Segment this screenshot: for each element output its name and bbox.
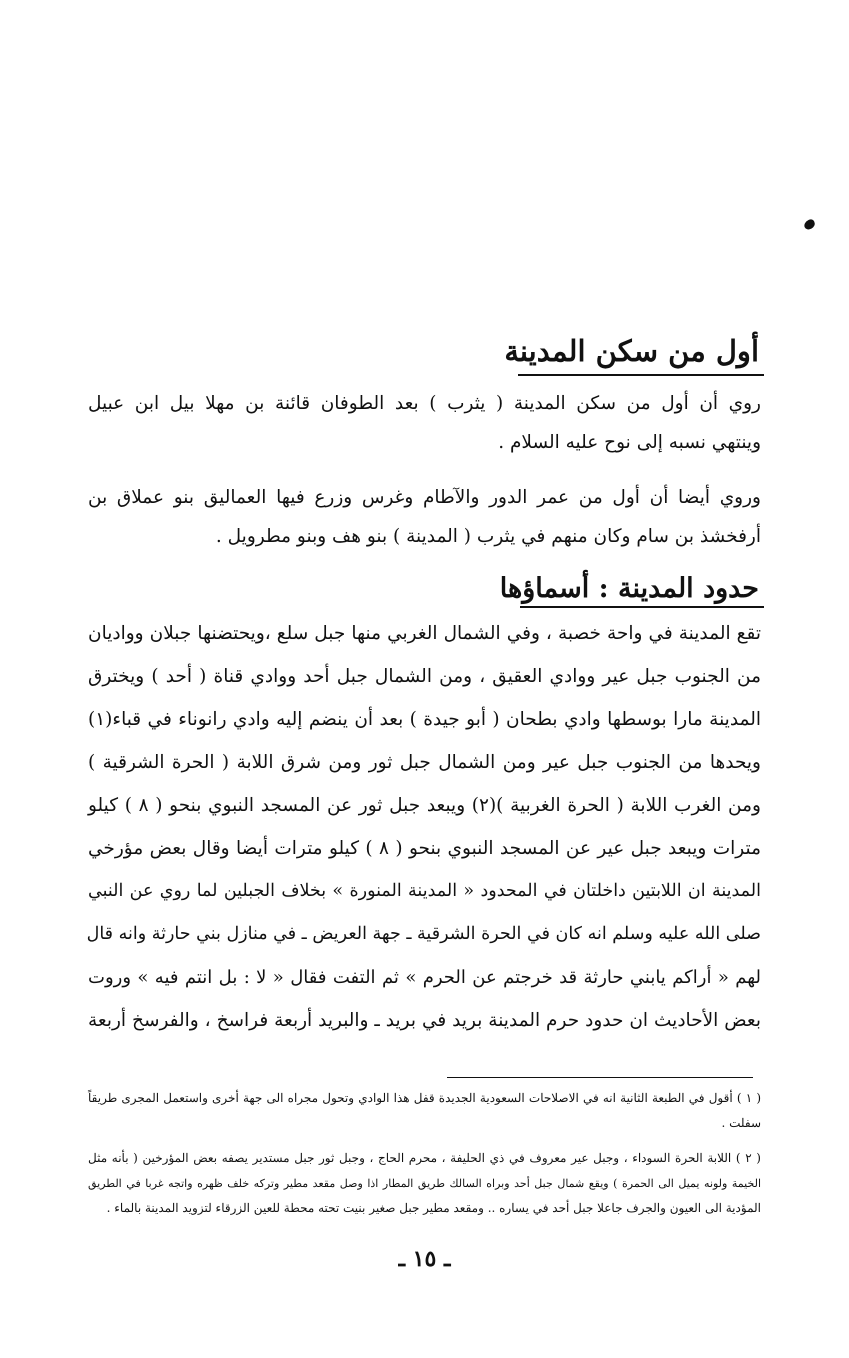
footnote-line: المؤدية الى العيون والجرف جاعلا جبل أحد في يساره .. ومقعد مطير جبل صغير بنيت تحته محطة للعين الزرقاء لتزويد المدينة بالماء . — [106, 1201, 761, 1215]
text-line: روي أن أول من سكن المدينة ( يثرب ) بعد الطوفان قائنة بن مهلا بيل ابن عبيل — [88, 393, 761, 414]
paragraph-borders — [88, 612, 761, 1042]
ink-blot — [803, 218, 817, 231]
text-line: أرفخشذ بن سام وكان منهم في يثرب ( المدينة ) بنو هف وبنو مطرويل . — [215, 526, 761, 547]
section-title-borders: حدود المدينة : أسماؤها — [499, 573, 759, 604]
text-line: ويحدها من الجنوب جبل عير ومن الشمال جبل ثور ومن شرق اللابة ( الحرة الشرقية ) — [88, 752, 761, 773]
section-title-underline — [520, 606, 764, 608]
page-number: ـ ١٥ ـ — [398, 1246, 451, 1272]
paragraph-first-inhabitants — [88, 384, 761, 462]
text-line: وينتهي نسبه إلى نوح عليه السلام . — [498, 432, 761, 453]
text-line: المدينة ان اللابتين داخلتان في المحدود « المدينة المنورة » بخلاف الجبلين لما روي عن النبي — [88, 881, 761, 901]
footnote-line: الخيمة ولونه يميل الى الحمرة ) ويقع شمال جبل أحد وبراه السالك طريق المطار اذا وصل مقعد مطير وتركه خلف ظهره واتجه غربا في الطريق — [88, 1177, 761, 1190]
footnote-line: سفلت . — [721, 1116, 761, 1130]
footnote-1 — [88, 1086, 761, 1136]
text-line: مترات ويبعد جبل عير عن المسجد النبوي بنحو ( ٨ ) كيلو مترات أيضا وقال بعض مؤرخي — [88, 838, 761, 859]
footnote-line: ( ١ ) أقول في الطبعة الثانية انه في الاصلاحات السعودية الجديدة قفل هذا الوادي وتحول مجراه الى جهة أخرى واستعمل المجرى طريقاً — [88, 1091, 762, 1105]
paragraph-amalekites — [88, 478, 761, 556]
footnote-separator — [447, 1077, 753, 1078]
text-line: المدينة مارا بوسطها وادي بطحان ( أبو جيدة ) بعد أن ينضم إليه وادي رانوناء في قباء(١) — [88, 709, 761, 730]
text-line: ومن الغرب اللابة ( الحرة الغربية )(٢) ويبعد جبل ثور عن المسجد النبوي بنحو ( ٨ ) كيلو — [88, 795, 761, 816]
text-line: صلى الله عليه وسلم انه كان في الحرة الشرقية ـ جهة العريض ـ في منازل بني حارثة وانه قال — [86, 924, 761, 944]
text-line: بعض الأحاديث ان حدود حرم المدينة بريد في بريد ـ والبريد أربعة فراسخ ، والفرسخ أربعة — [88, 1010, 761, 1031]
section-title-underline — [518, 374, 764, 376]
text-line: لهم « أراكم يابني حارثة قد خرجتم عن الحرم » ثم التفت فقال « لا : بل انتم فيه » وروت — [88, 967, 761, 988]
text-line: تقع المدينة في واحة خصبة ، وفي الشمال الغربي منها جبل سلع ،ويحتضنها جبلان وواديان — [88, 623, 761, 644]
section-title-first-inhabitants: أول من سكن المدينة — [504, 334, 759, 368]
footnote-2 — [88, 1146, 761, 1221]
text-line: من الجنوب جبل عير ووادي العقيق ، ومن الشمال جبل أحد ووادي قناة ( أحد ) ويخترق — [88, 666, 761, 687]
footnote-line: ( ٢ ) اللابة الحرة السوداء ، وجبل عير معروف في ذي الحليفة ، محرم الحاج ، وجبل ثور جبل مستدير يصفه بعض المؤرخين ( بأنه مثل — [88, 1151, 761, 1165]
text-line: وروي أيضا أن أول من عمر الدور والآطام وغرس وزرع فيها العماليق بنو عملاق بن — [88, 487, 761, 508]
